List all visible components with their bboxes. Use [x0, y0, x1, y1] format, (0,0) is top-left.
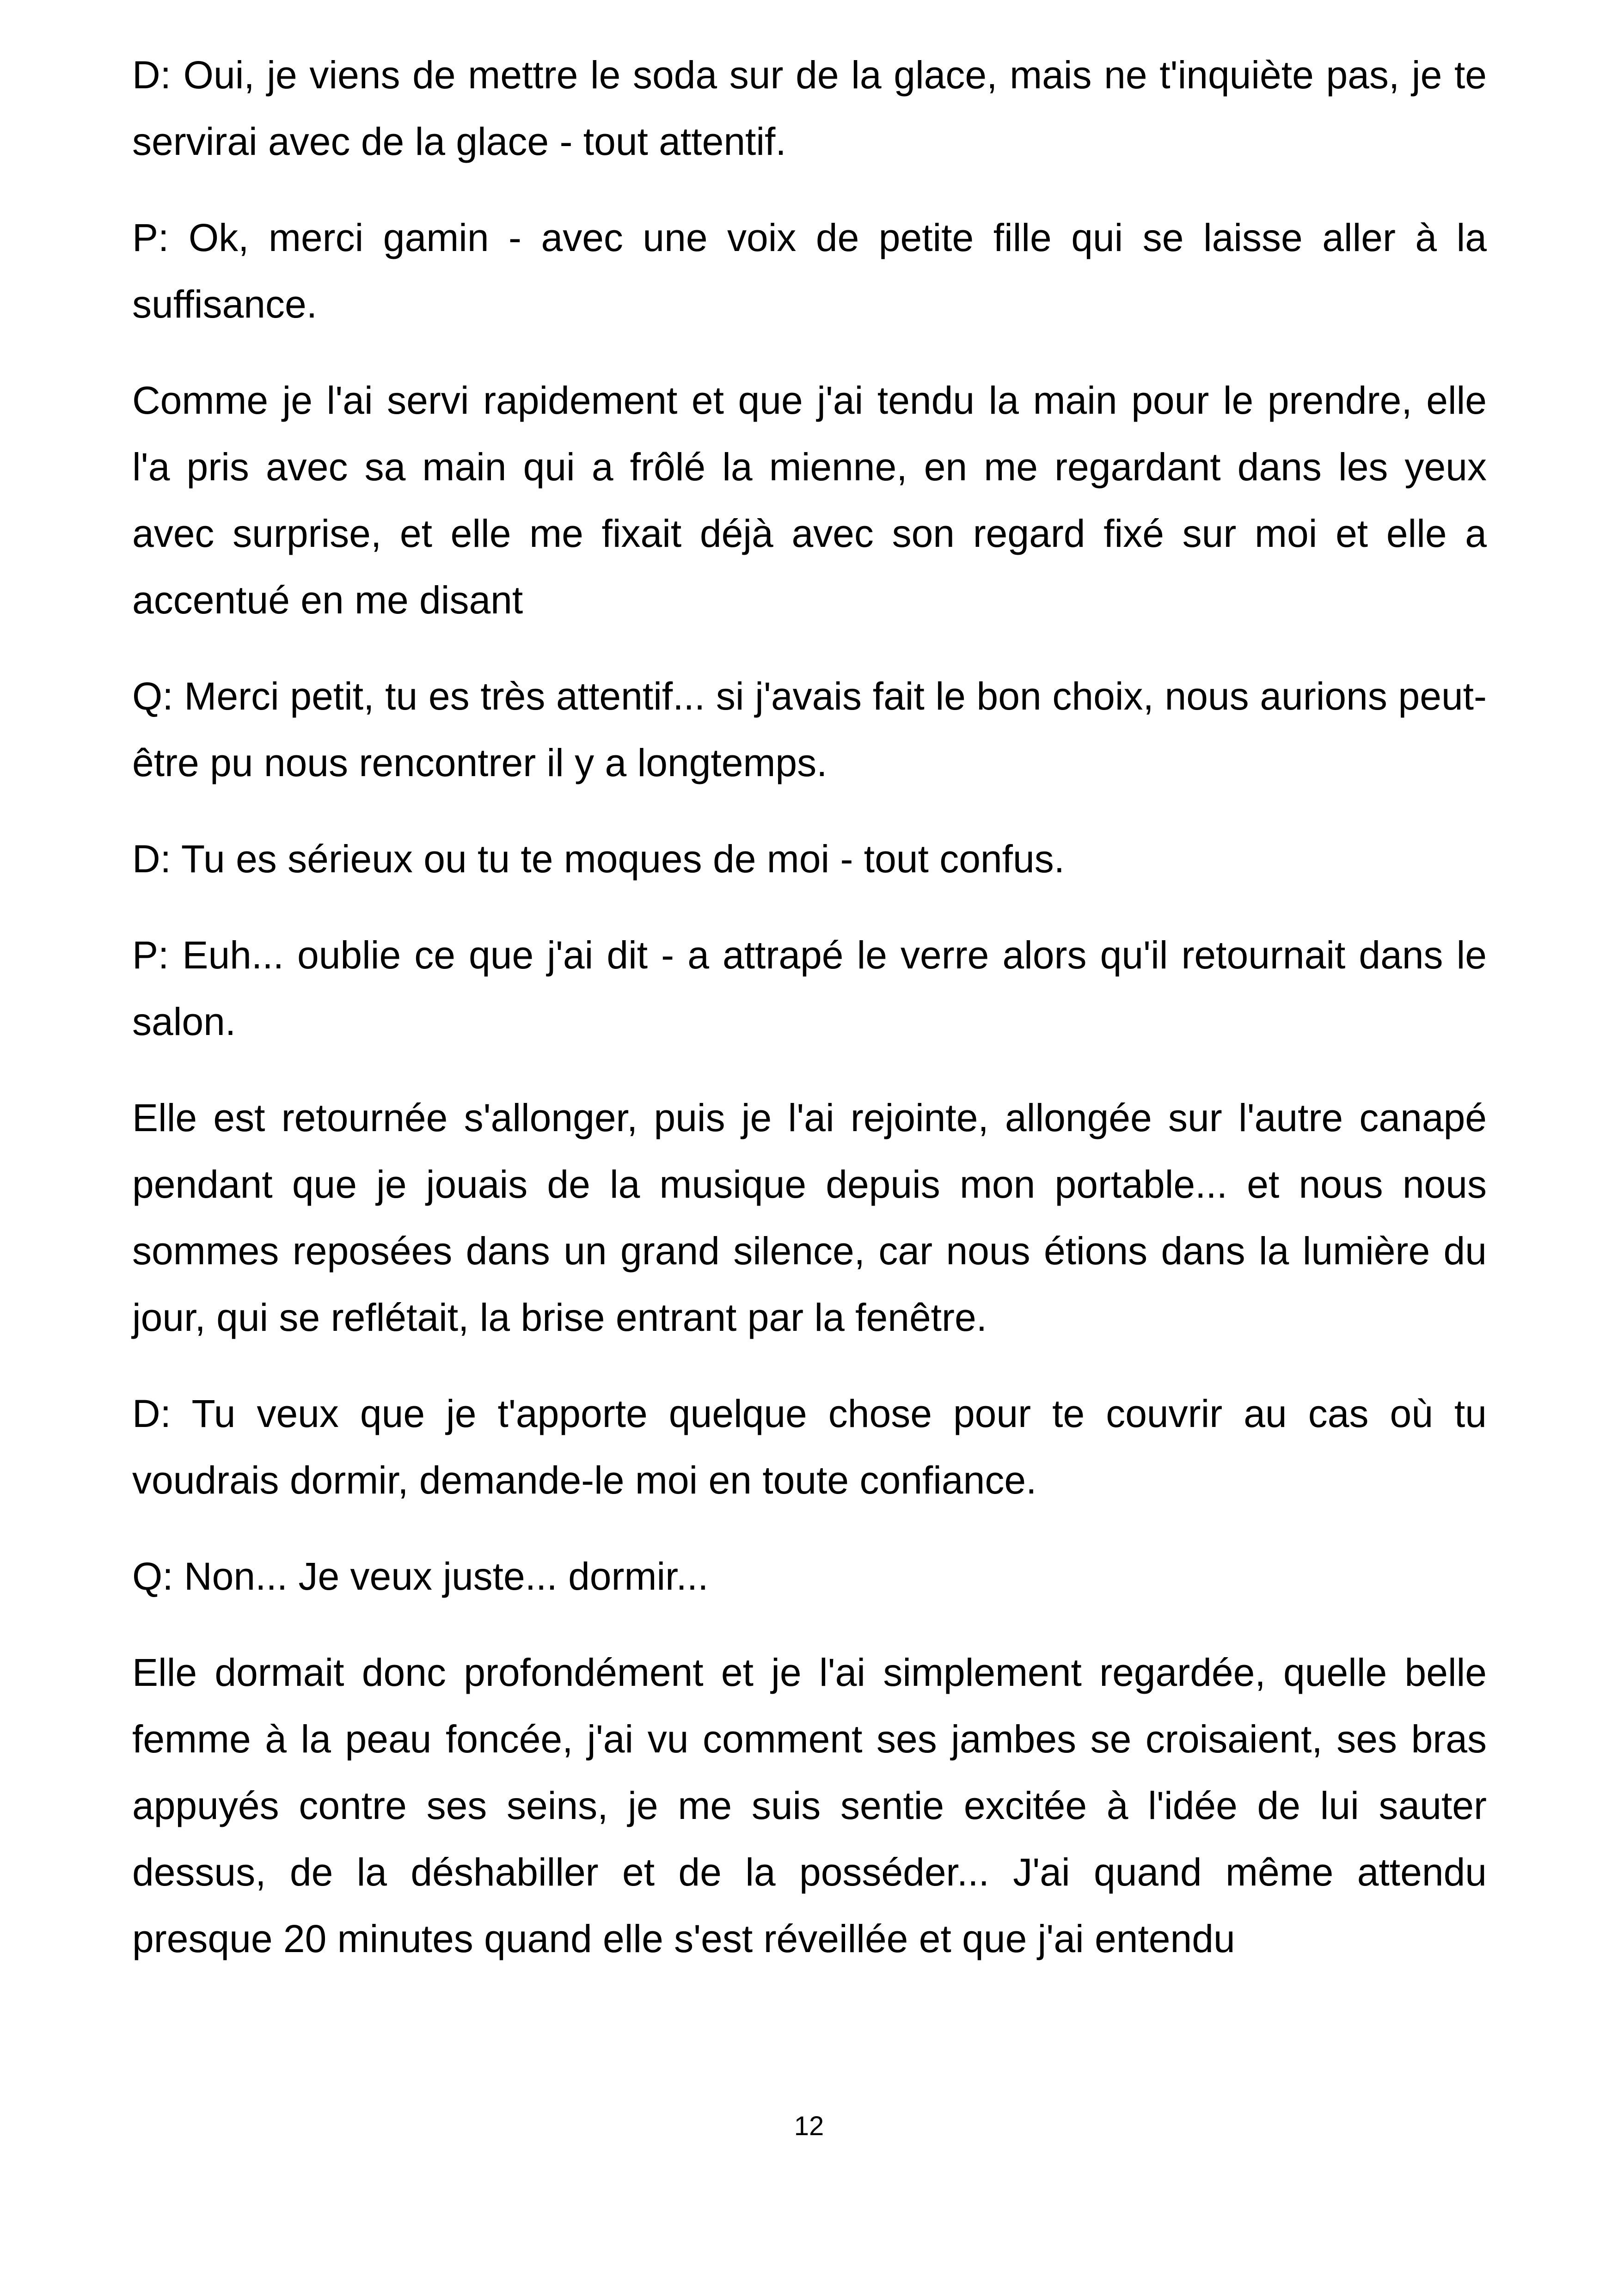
paragraph: D: Oui, je viens de mettre le soda sur de la glace, mais ne t'inquiète pas, je te servirai avec de la glace - tout attentif.	[132, 53, 1487, 163]
paragraph: Q: Merci petit, tu es très attentif... si j'avais fait le bon choix, nous aurions peut-être pu nous rencontrer il y a longtemps.	[132, 674, 1487, 784]
page-number: 12	[794, 2111, 824, 2141]
paragraph: Comme je l'ai servi rapidement et que j'ai tendu la main pour le prendre, elle l'a pris avec sa main qui a frôlé la mienne, en me regardant dans les yeux avec surprise, et elle me fixait déjà avec son regard fixé sur moi et elle a accentué en me disant	[132, 379, 1487, 622]
paragraph: P: Euh... oublie ce que j'ai dit - a attrapé le verre alors qu'il retournait dans le salon.	[132, 933, 1487, 1043]
paragraph: P: Ok, merci gamin - avec une voix de petite fille qui se laisse aller à la suffisance.	[132, 216, 1487, 326]
paragraph: D: Tu veux que je t'apporte quelque chose pour te couvrir au cas où tu voudrais dormir, demande-le moi en toute confiance.	[132, 1392, 1487, 1502]
paragraph: D: Tu es sérieux ou tu te moques de moi - tout confus.	[132, 837, 1065, 881]
paragraph: Elle est retournée s'allonger, puis je l'ai rejointe, allongée sur l'autre canapé pendant que je jouais de la musique depuis mon portable... et nous nous sommes reposées dans un grand silence, car nous étions dans la lumière du jour, qui se reflétait, la brise entrant par la fenêtre.	[132, 1096, 1487, 1339]
paragraph: Elle dormait donc profondément et je l'ai simplement regardée, quelle belle femme à la peau foncée, j'ai vu comment ses jambes se croisaient, ses bras appuyés contre ses seins, je me suis sentie excitée à l'idée de lui sauter dessus, de la déshabiller et de la posséder... J'ai quand même attendu presque 20 minutes quand elle s'est réveillée et que j'ai entendu	[132, 1651, 1487, 1960]
body-text	[132, 42, 1487, 2002]
paragraph: Q: Non... Je veux juste... dormir...	[132, 1555, 709, 1598]
